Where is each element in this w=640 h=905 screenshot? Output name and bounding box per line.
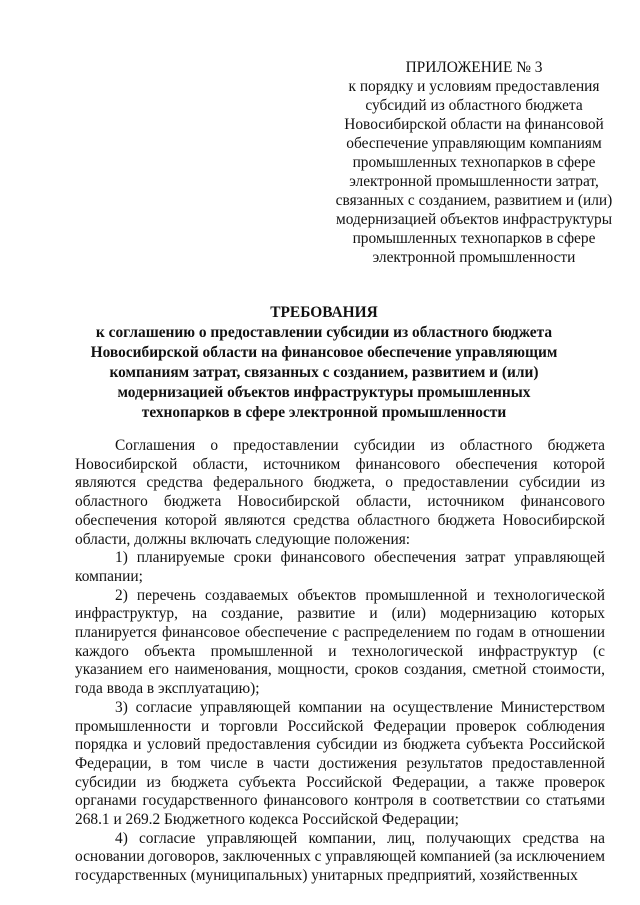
list-item-1: 1) планируемые сроки финансового обеспечения затрат управляющей компании;	[75, 549, 605, 585]
document-title	[50, 303, 598, 423]
title-line: модернизацией объектов инфраструктуры промышленных	[117, 384, 531, 401]
title-heading: ТРЕБОВАНИЯ	[270, 304, 378, 321]
appendix-line: к порядку и условиям предоставления	[348, 78, 600, 95]
list-item-3: 3) согласие управляющей компании на осуществление Министерством промышленности и торговли Российской Федерации проверок соблюдения порядка и условий предоставления субсидии из бюджета субъекта Российской Федерации, в том числе в части достижения результатов предоставленной субсидии из бюджета субъекта Российской Федерации, а также проверок органами государственного финансового контроля в соответствии со статьями 268.1 и 269.2 Бюджетного кодекса Российской Федерации;	[75, 698, 605, 829]
list-item-2: 2) перечень создаваемых объектов промышленной и технологической инфраструктур, на создание, развитие и (или) модернизацию которых планируется финансовое обеспечение с распределением по годам в отношении каждого объекта промышленной и технологической инфраструктур (с указанием его наименования, мощности, сроков создания, сметной стоимости, года ввода в эксплуатацию);	[75, 586, 605, 698]
appendix-line: обеспечение управляющим компаниям	[346, 135, 602, 152]
appendix-line: электронной промышленности затрат,	[349, 173, 599, 190]
appendix-line: электронной промышленности	[372, 249, 576, 266]
title-line: технопарков в сфере электронной промышленности	[141, 404, 507, 421]
title-line: к соглашению о предоставлении субсидии из областного бюджета	[95, 324, 553, 341]
list-item-4: 4) согласие управляющей компании, лиц, получающих средства на основании договоров, заключенных с управляющей компанией (за исключением государственных (муниципальных) унитарных предприятий, хозяйственных	[75, 829, 605, 885]
appendix-heading: ПРИЛОЖЕНИЕ № 3	[405, 59, 543, 76]
intro-paragraph: Соглашения о предоставлении субсидии из областного бюджета Новосибирской области, источником финансового обеспечения которой являются средства федерального бюджета, о предоставлении субсидии из областного бюджета Новосибирской области, источником финансового обеспечения которой являются средства областного бюджета Новосибирской области, должны включать следующие положения:	[75, 437, 605, 548]
appendix-line: промышленных технопарков в сфере	[352, 230, 596, 247]
title-line: Новосибирской области на финансовое обеспечение управляющим	[90, 344, 558, 361]
appendix-line: Новосибирской области на финансовой	[344, 116, 604, 133]
document-body	[75, 437, 605, 886]
appendix-line: модернизацией объектов инфраструктуры	[335, 211, 613, 228]
appendix-line: связанных с созданием, развитием и (или)	[335, 192, 613, 209]
appendix-line: промышленных технопарков в сфере	[352, 154, 596, 171]
title-line: компаниям затрат, связанных с созданием, развитием и (или)	[109, 364, 539, 381]
appendix-header	[330, 58, 618, 267]
appendix-line: субсидий из областного бюджета	[365, 97, 583, 114]
